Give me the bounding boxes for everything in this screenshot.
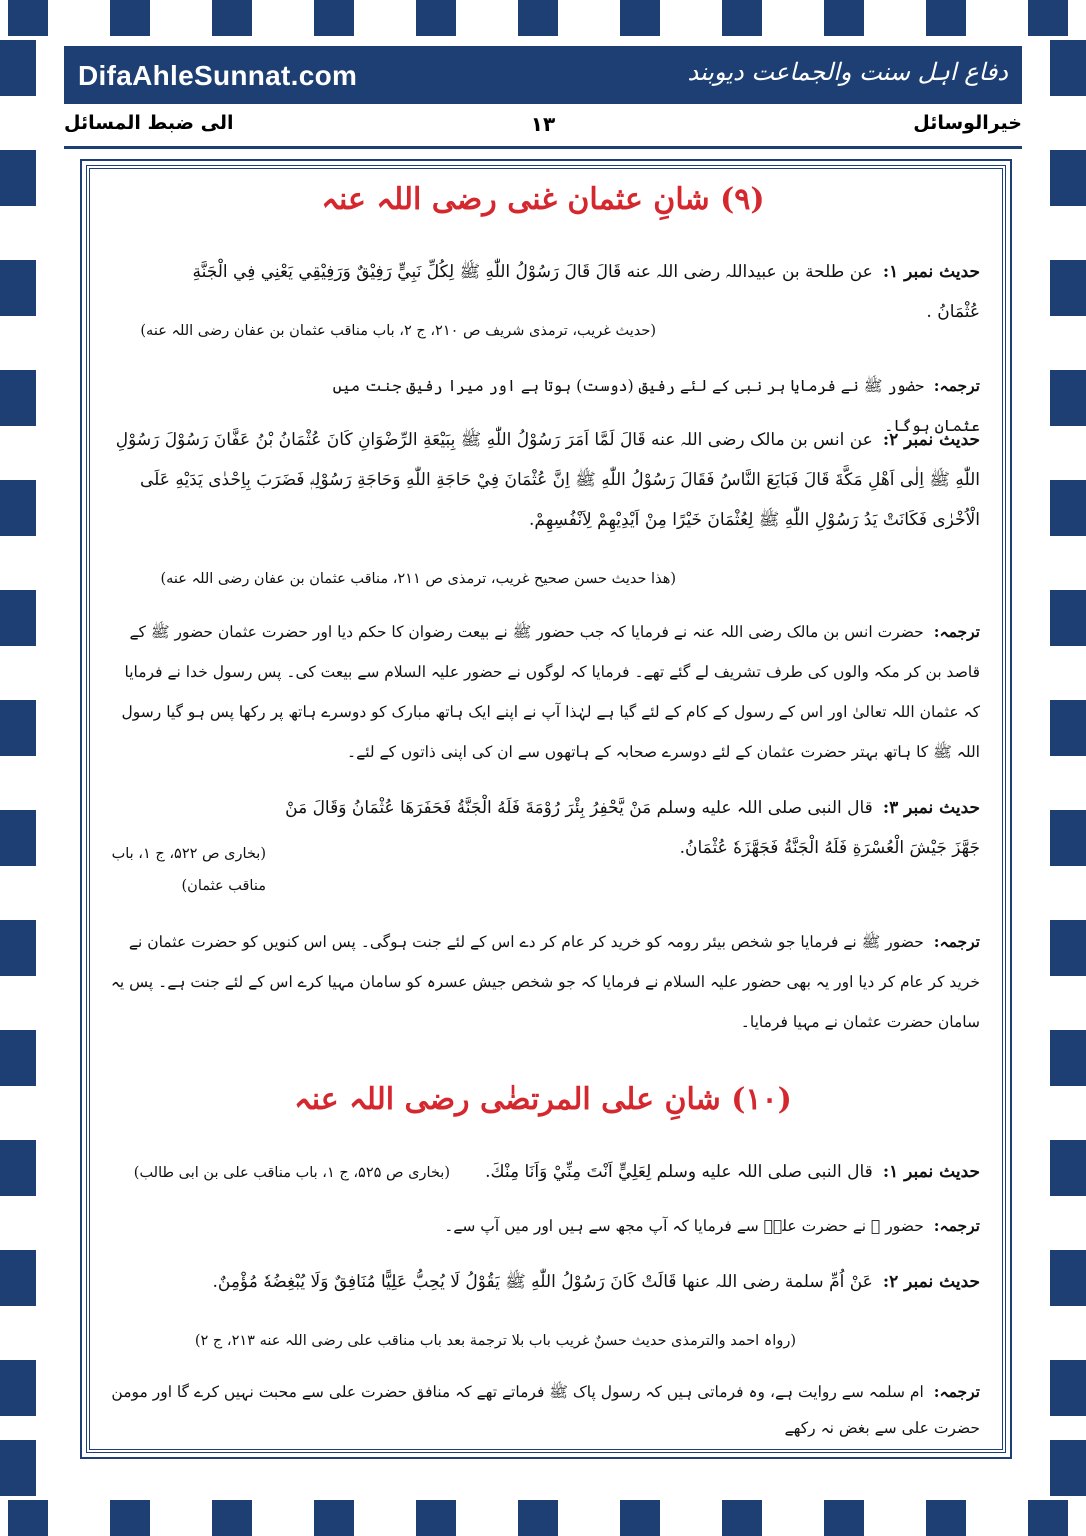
book-title: خیرالوسائل bbox=[913, 112, 1022, 134]
hadith-text: عَنْ اُمِّ سلمة رضی اللہ عنها قَالَتْ كَانَ رَسُوْلُ اللّٰهِ ﷺ يَقُوْلُ لَا يُحِبُّ عَلِيًّا مُنَافِقٌ وَلَا يُبْغِضُهٗ مُؤْمِنٌ. bbox=[212, 1272, 873, 1292]
header-divider bbox=[64, 146, 1022, 149]
hadith-10-1-reference: (بخاری ص ۵۲۵، ج ۱، باب مناقب علی بن ابی طالب) bbox=[133, 1165, 450, 1181]
site-header bbox=[64, 46, 1022, 104]
hadith-9-1-reference: (حدیث غریب، ترمذی شریف ص ۲۱۰، ج ۲، باب مناقب عثمان بن عفان رضی اللہ عنه) bbox=[140, 323, 656, 339]
hadith-label: حدیث نمبر ۱: bbox=[882, 262, 980, 282]
hadith-9-2 bbox=[106, 420, 980, 540]
hadith-text: عن طلحة بن عبیداللہ رضی اللہ عنه قَالَ قَالَ رَسُوْلُ اللّٰهِ ﷺ لِكُلِّ نَبِيٍّ رَفِيْقٌ وَرَفِيْقِي يَعْنِي فِي الْجَنَّةِ عُثْمَانُ . bbox=[192, 262, 980, 322]
translation-9-3 bbox=[106, 922, 980, 1042]
site-name-urdu: دفاع اہل سنت والجماعت دیوبند bbox=[687, 58, 1008, 86]
translation-10-2 bbox=[106, 1374, 980, 1446]
hadith-9-2-reference: (ھذا حدیث حسن صحیح غریب، ترمذی ص ۲۱۱، مناقب عثمان بن عفان رضی اللہ عنه) bbox=[160, 571, 676, 587]
hadith-9-3-reference: (بخاری ص ۵۲۲، ج ۱، باب مناقب عثمان) bbox=[111, 846, 266, 894]
translation-label: ترجمہ: bbox=[933, 622, 980, 641]
hadith-text: عن انس بن مالک رضی اللہ عنه قَالَ لَمَّا اَمَرَ رَسُوْلُ اللّٰهِ ﷺ بِبَيْعَةِ الرِّضْوَانِ كَانَ عُثْمَانُ بْنُ عَفَّانَ رَسُوْلَ رَسُوْلِ اللّٰهِ ﷺ اِلٰى اَهْلِ مَكَّةَ قَالَ فَبَايَعَ النَّاسُ فَقَالَ رَسُوْلُ اللّٰهِ ﷺ اِنَّ عُثْمَانَ فِيْ حَاجَةِ اللّٰهِ وَحَاجَةِ رَسُوْلِهٖ فَضَرَبَ بِاِحْدٰى يَدَيْهِ عَلَى الْاُخْرٰى فَكَانَتْ يَدُ رَسُوْلِ اللّٰهِ ﷺ لِعُثْمَانَ خَيْرًا مِنْ اَيْدِيْهِمْ لِاَنْفُسِهِمْ. bbox=[115, 430, 980, 530]
hadith-text: قال النبی صلی اللہ علیه وسلم مَنْ يَّحْفِرُ بِئْرَ رُوْمَةَ فَلَهُ الْجَنَّةُ فَحَفَرَهَا عُثْمَانُ وَقَالَ مَنْ جَهَّزَ جَيْشَ الْعُسْرَةِ فَلَهُ الْجَنَّةُ فَجَهَّزَهٗ عُثْمَانُ. bbox=[285, 798, 980, 858]
translation-label: ترجمہ: bbox=[933, 376, 980, 395]
hadith-10-2-reference: (رواہ احمد والترمذی حدیث حسنٌ غریب باب بلا ترجمة بعد باب مناقب علی رضی اللہ عنه ۲۱۳، ج ۲) bbox=[194, 1333, 796, 1349]
page-number: ۱۳ bbox=[530, 112, 556, 136]
translation-text: حضور ﷺ نے حضرت علیؓ سے فرمایا کہ آپ مجھ سے ہیں اور میں آپ سے۔ bbox=[444, 1217, 924, 1235]
section-9-title: (۹) شانِ عثمان غنی رضی اللہ عنہ bbox=[321, 182, 765, 217]
translation-text: حضرت انس بن مالک رضی اللہ عنہ نے فرمایا کہ جب حضور ﷺ نے بیعت رضوان کا حکم دیا اور حضرت عثمان حضور ﷺ کے قاصد بن کر مکہ والوں کی طرف تشریف لے گئے تھے۔ فرمایا کہ لوگوں نے حضور علیہ السلام سے بیعت کی۔ پس رسول خدا نے فرمایا کہ عثمان اللہ تعالیٰ اور اس کے رسول کے کام کے لئے گیا ہے لہٰذا آپ نے اپنے ایک ہاتھ مبارک کو دوسرے ہاتھ پر رکھا پس ہو گیا رسول اللہ ﷺ کا ہاتھ بہتر حضرت عثمان کے لئے دوسرے صحابہ کے ہاتھوں سے ان کی اپنی ذاتوں کے لئے۔ bbox=[121, 623, 980, 761]
translation-label: ترجمہ: bbox=[933, 932, 980, 951]
translation-9-2 bbox=[106, 612, 980, 772]
running-head bbox=[64, 110, 1022, 140]
hadith-label: حدیث نمبر ۲: bbox=[882, 1272, 980, 1292]
hadith-label: حدیث نمبر ۳: bbox=[882, 798, 980, 818]
hadith-label: حدیث نمبر ۱: bbox=[882, 1162, 980, 1182]
translation-text: حضور ﷺ نے فرمایا ہر نبی کے لئے رفیق (دوست) ہوتا ہے اور میرا رفیق جنت میں عثمان ہوگا۔ bbox=[332, 377, 980, 435]
translation-label: ترجمہ: bbox=[933, 1382, 980, 1401]
hadith-text: قال النبی صلی اللہ علیه وسلم لِعَلِيٍّ اَنْتَ مِنِّيْ وَاَنَا مِنْكَ. bbox=[485, 1162, 873, 1182]
section-10-title: (۱۰) شانِ علی المرتضٰی رضی اللہ عنہ bbox=[294, 1082, 792, 1117]
hadith-10-2 bbox=[200, 1262, 980, 1302]
site-name[interactable]: DifaAhleSunnat.com bbox=[78, 60, 358, 91]
book-subtitle: الی ضبط المسائل bbox=[64, 112, 234, 134]
translation-text: حضور ﷺ نے فرمایا جو شخص بیئر رومہ کو خرید کر عام کر دے اس کے لئے جنت ہوگی۔ پس اس کنویں کو حضرت عثمان نے خرید کر عام کر دیا اور یہ بھی حضور علیہ السلام نے فرمایا کہ جو شخص جیش عسرہ کو سامان مہیا کرے اس کے لئے جنت ہے۔ پس یہ سامان حضرت عثمان نے مہیا فرمایا۔ bbox=[110, 933, 980, 1031]
hadith-10-1 bbox=[480, 1152, 980, 1192]
hadith-label: حدیث نمبر ۲: bbox=[882, 430, 980, 450]
translation-text: ام سلمہ سے روایت ہے، وہ فرماتی ہیں کہ رسول پاک ﷺ فرماتے تھے کہ منافق حضرت علی سے محبت نہیں کرے گا اور مومن حضرت علی سے بغض نہ رکھے bbox=[111, 1383, 980, 1437]
translation-10-1 bbox=[440, 1206, 980, 1246]
translation-label: ترجمہ: bbox=[933, 1216, 980, 1235]
hadith-9-3 bbox=[270, 788, 980, 868]
